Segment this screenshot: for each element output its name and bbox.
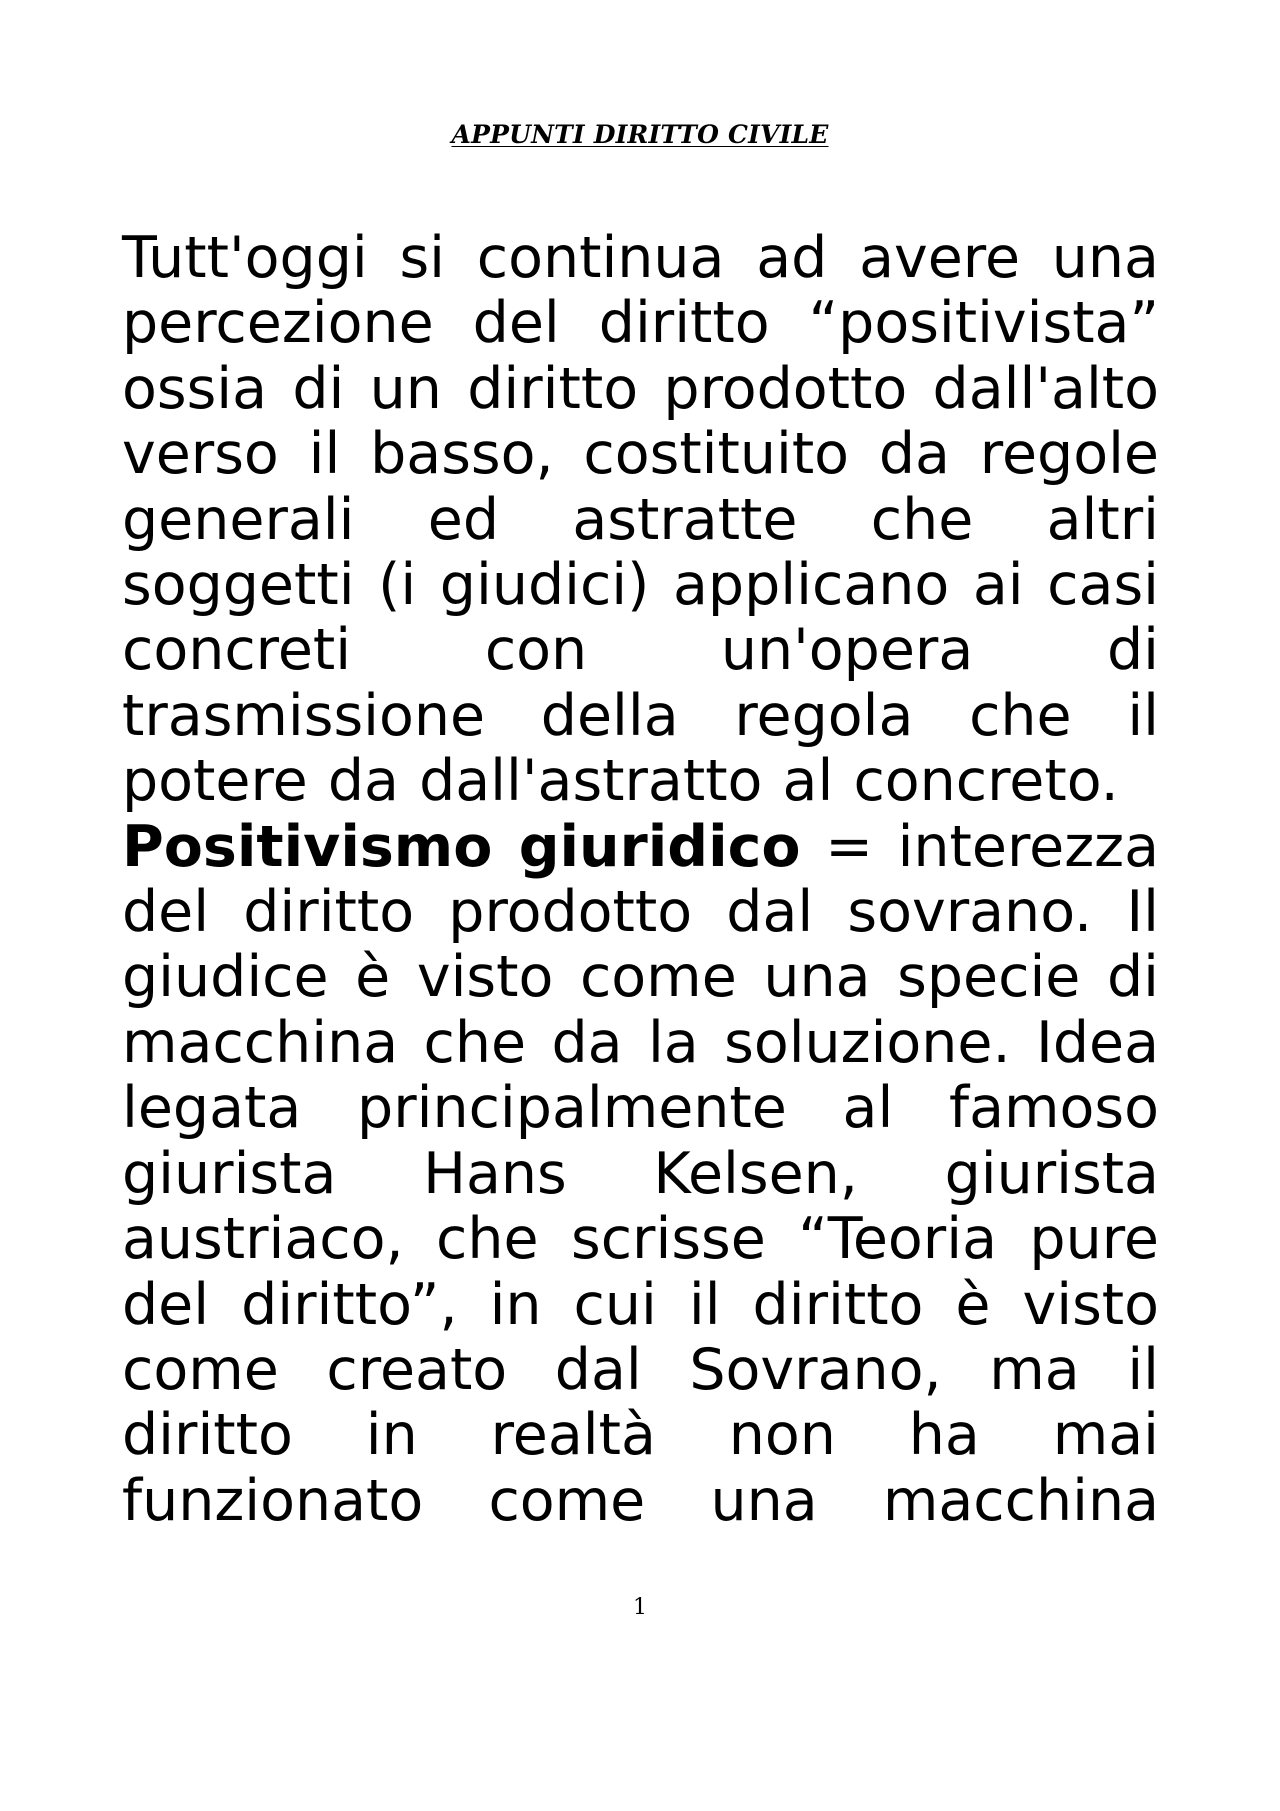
document-body: [122, 226, 1159, 1534]
page-number: 1: [633, 1595, 647, 1620]
paragraph-legal-positivism: [122, 815, 1159, 1534]
document-title: APPUNTI DIRITTO CIVILE: [451, 120, 829, 149]
term-legal-positivism: Positivismo giuridico: [122, 813, 801, 880]
page-header: [0, 120, 1280, 149]
definition-legal-positivism: = interezza del diritto prodotto dal sovrano. Il giudice è visto come una specie di macchina che da la soluzione. Idea legata principalmente al famoso giurista Hans Kelsen, giurista austriaco, che scrisse “Teoria pure del diritto”, in cui il diritto è visto come creato dal Sovrano, ma il diritto in realtà non ha mai funzionato come una macchina: [122, 813, 1159, 1534]
page-footer: [0, 1595, 1280, 1620]
paragraph-positivist-perception: Tutt'oggi si continua ad avere una percezione del diritto “positivista” ossia di un diritto prodotto dall'alto verso il basso, costituito da regole generali ed astratte che altri soggetti (i giudici) applicano ai casi concreti con un'opera di trasmissione della regola che il potere da dall'astratto al concreto.: [122, 225, 1159, 815]
